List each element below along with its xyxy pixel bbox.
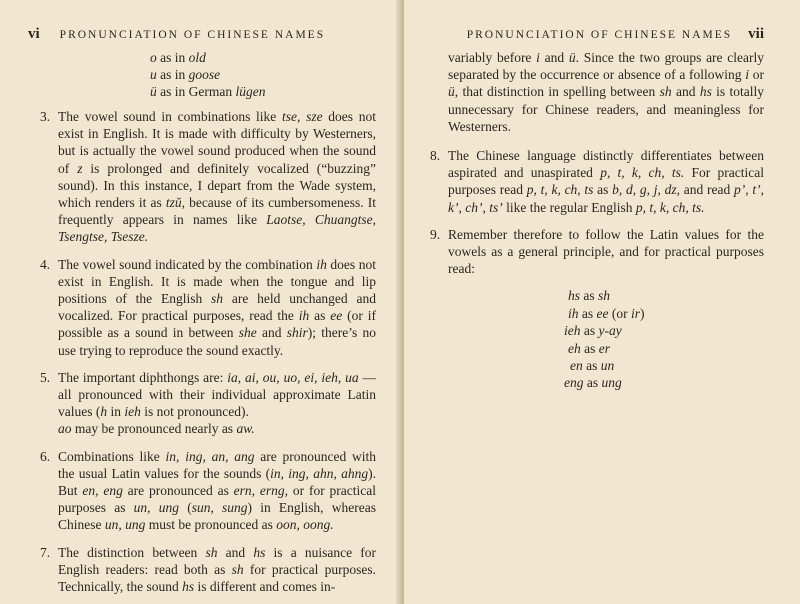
rule-text: The Chinese language distinctly differentiates between aspirated and unaspirated p, t, k, ch, ts. For practical purposes read p, t, k, ch, ts as b, d, g, j, dz, and read p’, t’, k’, ch’, ts’ like the regular English p, t, k, ch, ts. bbox=[448, 148, 764, 215]
running-head-right bbox=[448, 26, 764, 43]
pronunciation-row: eng as ung bbox=[564, 375, 622, 391]
rule-item-4 bbox=[40, 256, 377, 359]
rule-item-6 bbox=[40, 448, 377, 534]
rule-text: Combinations like in, ing, an, ang are pronounced with the usual Latin values for the sounds (in, ing, ahn, ahng). But en, eng are pronounced as ern, erng, or for practical purposes as un, ung (sun, sung) in English, whereas Chinese un, ung must be pronounced as oon, oong. bbox=[58, 448, 377, 533]
rule-number: 6. bbox=[40, 448, 51, 464]
vowel-list bbox=[150, 49, 376, 100]
page-number-left: vi bbox=[28, 26, 40, 42]
vowel-line: o as in old bbox=[150, 50, 206, 65]
rule-item-8 bbox=[430, 147, 764, 216]
rule-number: 9. bbox=[430, 226, 441, 242]
pronunciation-row: ih as ee (or ir) bbox=[568, 305, 645, 321]
rule-number: 5. bbox=[40, 369, 51, 385]
rule-number: 7. bbox=[40, 544, 51, 560]
running-head-left bbox=[28, 26, 376, 43]
rule-item-7 bbox=[40, 544, 377, 596]
rule-text: The distinction between sh and hs is a nuisance for English readers: read both as sh for practical purposes. Technically, the sound hs is different and comes in- bbox=[58, 544, 377, 595]
pronunciation-row: ieh as y-ay bbox=[564, 323, 622, 339]
vowel-line: u as in goose bbox=[150, 67, 221, 82]
pronunciation-row: eh as er bbox=[568, 340, 610, 356]
rule-item-9 bbox=[430, 226, 764, 278]
rule-item-5 bbox=[40, 369, 376, 438]
running-head-title-right: PRONUNCIATION OF CHINESE NAMES bbox=[466, 29, 733, 41]
pronunciation-table bbox=[564, 287, 764, 391]
page-number-right: vii bbox=[748, 26, 764, 42]
rule-number: 3. bbox=[40, 109, 51, 124]
pronunciation-row: hs as sh bbox=[568, 288, 611, 304]
right-page bbox=[404, 0, 800, 604]
rule-text: The important diphthongs are: ia, ai, ou, uo, ei, ieh, ua —all pronounced with their individual approximate Latin values (h in ieh is not pronounced). ao may be pronounced nearly as aw. bbox=[58, 369, 376, 437]
vowel-line: ü as in German lügen bbox=[150, 84, 266, 99]
rule-7-continuation: variably before i and ü. Since the two groups are clearly separated by the occurrence or absence of a following i or ü, that distinction in spelling between sh and hs is totally unnecessary for Chinese readers, and meaningless for Westerners. bbox=[448, 50, 765, 134]
rule-number: 4. bbox=[40, 256, 51, 272]
rule-number: 8. bbox=[430, 148, 441, 164]
rule-text: The vowel sound indicated by the combination ih does not exist in English. It is made when the tongue and lip positions of the English sh are held unchanged and vocalized. For practical purposes, read the ih as ee (or if possible as a sound in between she and shir); there’s no use trying to reproduce the sound exactly. bbox=[58, 256, 377, 358]
rule-item-3 bbox=[40, 108, 377, 246]
rule-text: The vowel sound in combinations like tse, sze does not exist in English. It is made with difficulty by Westerners, but is actually the vowel sound produced when the sound of z is prolonged and definitely vocalized (“buzzing” sound). In this instance, I depart from the Wade system, which renders it as tzŭ, because of its cumbersomeness. It frequently appears in names like Laotse, Chuangtse, Tsengtse, Tsesze. bbox=[58, 109, 377, 245]
pronunciation-row: en as un bbox=[570, 358, 615, 374]
rule-text: Remember therefore to follow the Latin values for the vowels as a general principle, and for practical purposes read: bbox=[448, 226, 764, 277]
running-head-title-left: PRONUNCIATION OF CHINESE NAMES bbox=[59, 29, 326, 41]
